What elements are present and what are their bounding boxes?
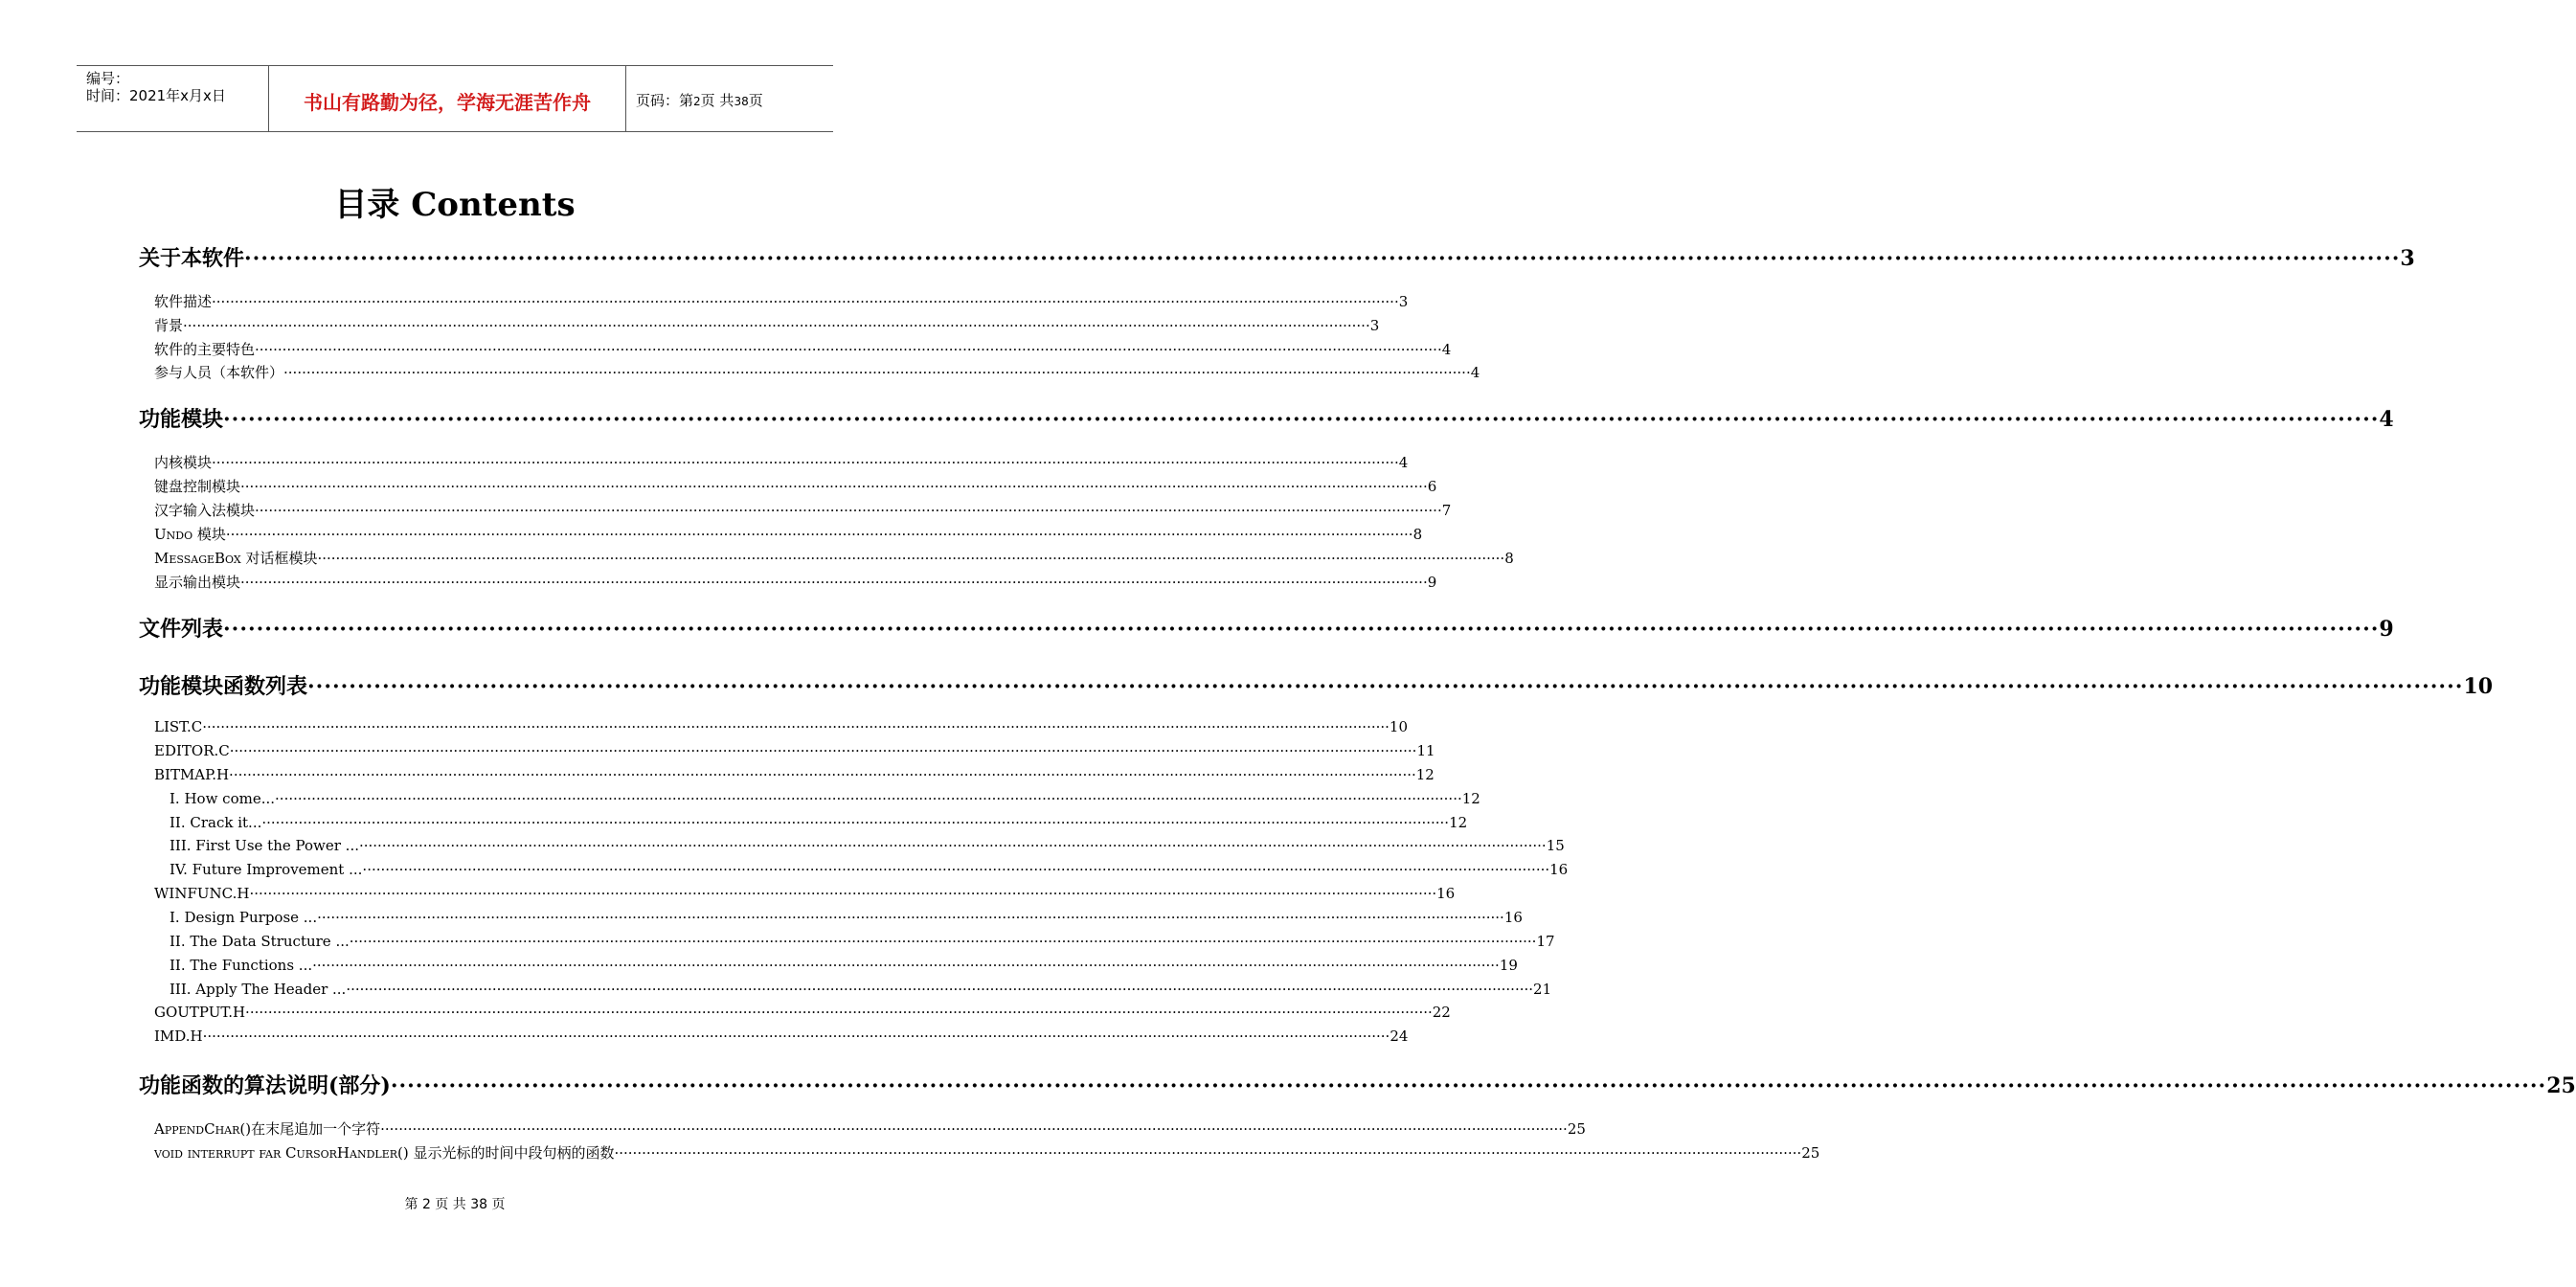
toc-entry-row[interactable] bbox=[169, 790, 1480, 807]
toc-dot-leader: ···································································································································································································································································· bbox=[317, 909, 1504, 926]
toc-entry-label: II. The Data Structure ... bbox=[169, 933, 350, 950]
toc-entry-row[interactable] bbox=[169, 933, 1555, 950]
toc-heading-row[interactable] bbox=[139, 613, 2394, 643]
toc-dot-leader: ···································································································································································································································································· bbox=[183, 317, 1370, 334]
toc-entry-label: IV. Future Improvement ... bbox=[169, 861, 363, 878]
toc-page-number: 12 bbox=[1449, 814, 1468, 831]
toc-page-number: 24 bbox=[1390, 1027, 1409, 1045]
header-page-cell bbox=[626, 66, 833, 131]
toc-dot-leader: ···································································································································································································································································· bbox=[614, 1144, 1802, 1162]
toc-entry-label: LIST.C bbox=[154, 718, 203, 735]
toc-entry-row[interactable] bbox=[154, 548, 1514, 568]
toc-heading-row[interactable] bbox=[139, 403, 2394, 433]
doc-code-label: 编号： bbox=[86, 70, 130, 87]
toc-page-number: 19 bbox=[1499, 957, 1518, 974]
toc-entry-row[interactable] bbox=[154, 500, 1452, 520]
toc-page-number: 8 bbox=[1504, 550, 1514, 567]
toc-entry-row[interactable] bbox=[154, 1142, 1820, 1163]
toc-entry-label: 功能模块 bbox=[139, 407, 224, 432]
toc-dot-leader: ···································································································································································································································································· bbox=[202, 1027, 1390, 1045]
toc-dot-leader: ···································································································································································································································································· bbox=[362, 861, 1550, 878]
toc-dot-leader: ···································································································································································································································································· bbox=[229, 742, 1417, 759]
toc-entry-row[interactable] bbox=[154, 885, 1456, 902]
page-mid-label: 页 共 bbox=[700, 92, 734, 109]
toc-entry-label: I. How come... bbox=[169, 790, 276, 807]
toc-dot-leader: ···································································································································································································································································· bbox=[223, 617, 2380, 642]
toc-page-number: 8 bbox=[1412, 526, 1423, 543]
toc-dot-leader: ···································································································································································································································································· bbox=[223, 407, 2380, 432]
toc-page-number: 3 bbox=[1398, 293, 1409, 310]
toc-entry-label: IMD.H bbox=[154, 1027, 203, 1045]
toc-dot-leader: ···································································································································································································································································· bbox=[255, 502, 1442, 519]
toc-page-number: 12 bbox=[1415, 766, 1435, 783]
toc-heading-row[interactable] bbox=[139, 670, 2494, 700]
toc-page-number: 16 bbox=[1436, 885, 1456, 902]
toc-entry-row[interactable] bbox=[154, 742, 1435, 759]
toc-page-number: 9 bbox=[1427, 574, 1437, 591]
toc-entry-label: 关于本软件 bbox=[139, 246, 245, 271]
toc-page-number: 16 bbox=[1503, 909, 1523, 926]
toc-entry-label: 软件描述 bbox=[154, 293, 213, 310]
toc-entry-row[interactable] bbox=[154, 1118, 1586, 1139]
toc-entry-row[interactable] bbox=[154, 362, 1480, 382]
toc-entry-label: 键盘控制模块 bbox=[154, 478, 241, 495]
toc-entry-label: I. Design Purpose ... bbox=[169, 909, 318, 926]
toc-page-number: 9 bbox=[2379, 617, 2394, 642]
toc-page-number: 25 bbox=[1567, 1120, 1586, 1138]
toc-dot-leader: ···································································································································································································································································· bbox=[202, 718, 1390, 735]
toc-entry-row[interactable] bbox=[154, 572, 1437, 592]
toc-entry-label: 功能函数的算法说明(部分) bbox=[139, 1073, 391, 1098]
toc-entry-label: 汉字输入法模块 bbox=[154, 502, 256, 519]
toc-entry-row[interactable] bbox=[154, 766, 1435, 783]
toc-dot-leader: ···································································································································································································································································· bbox=[312, 957, 1500, 974]
toc-page-number: 25 bbox=[2546, 1073, 2576, 1098]
toc-page-number: 25 bbox=[1801, 1144, 1820, 1162]
header-page-info bbox=[636, 90, 763, 110]
toc-page-number: 21 bbox=[1533, 981, 1552, 998]
toc-entry-row[interactable] bbox=[154, 1027, 1409, 1045]
toc-entry-row[interactable] bbox=[169, 909, 1523, 926]
toc-entry-row[interactable] bbox=[154, 476, 1437, 496]
toc-dot-leader: ···································································································································································································································································· bbox=[225, 526, 1413, 543]
page-end-label: 页 bbox=[748, 92, 763, 109]
toc-entry-row[interactable] bbox=[154, 339, 1452, 359]
toc-entry-label: 背景 bbox=[154, 317, 184, 334]
toc-entry-label: EDITOR.C bbox=[154, 742, 230, 759]
header-motto: 书山有路勤为径，学海无涯苦作舟 bbox=[304, 91, 591, 114]
toc-entry-label: WINFUNC.H bbox=[154, 885, 250, 902]
toc-page-number: 7 bbox=[1441, 502, 1452, 519]
toc-dot-leader: ···································································································································································································································································· bbox=[307, 674, 2464, 699]
toc-entry-row[interactable] bbox=[154, 1004, 1451, 1021]
toc-entry-label: II. Crack it... bbox=[169, 814, 262, 831]
toc-entry-label: GOUTPUT.H bbox=[154, 1004, 246, 1021]
toc-page-number: 4 bbox=[1441, 341, 1452, 358]
toc-entry-label: Undo 模块 bbox=[154, 526, 226, 543]
toc-page-number: 4 bbox=[1398, 454, 1409, 471]
toc-entry-label: 内核模块 bbox=[154, 454, 213, 471]
page-number: 2 bbox=[693, 95, 701, 108]
header-meta-cell bbox=[77, 66, 269, 131]
toc-dot-leader: ···································································································································································································································································· bbox=[244, 246, 2401, 271]
toc-dot-leader: ···································································································································································································································································· bbox=[249, 885, 1437, 902]
toc-dot-leader: ···································································································································································································································································· bbox=[212, 293, 1399, 310]
toc-dot-leader: ···································································································································································································································································· bbox=[349, 933, 1537, 950]
toc-entry-label: III. Apply The Header ... bbox=[169, 981, 347, 998]
toc-entry-row[interactable] bbox=[154, 291, 1409, 311]
toc-page-number: 6 bbox=[1427, 478, 1437, 495]
toc-page-number: 17 bbox=[1536, 933, 1555, 950]
toc-entry-label: III. First Use the Power ... bbox=[169, 837, 359, 854]
toc-entry-label: II. The Functions ... bbox=[169, 957, 313, 974]
toc-entry-row[interactable] bbox=[169, 981, 1552, 998]
toc-dot-leader: ···································································································································································································································································· bbox=[358, 837, 1547, 854]
toc-page-number: 4 bbox=[1470, 364, 1480, 381]
toc-heading-row[interactable] bbox=[139, 1070, 2576, 1099]
toc-entry-row[interactable] bbox=[154, 718, 1409, 735]
toc-page-number: 3 bbox=[2400, 246, 2415, 271]
toc-entry-label: BITMAP.H bbox=[154, 766, 230, 783]
toc-dot-leader: ···································································································································································································································································· bbox=[390, 1073, 2547, 1098]
toc-dot-leader: ···································································································································································································································································· bbox=[212, 454, 1399, 471]
toc-entry-label: 功能模块函数列表 bbox=[139, 674, 308, 699]
doc-time-label: 时间：2021年x月x日 bbox=[86, 87, 226, 104]
toc-page-number: 16 bbox=[1549, 861, 1569, 878]
page-total: 38 bbox=[734, 95, 749, 108]
toc-dot-leader: ···································································································································································································································································· bbox=[346, 981, 1534, 998]
header-table bbox=[77, 65, 833, 132]
toc-entry-row[interactable] bbox=[169, 957, 1518, 974]
toc-dot-leader: ···································································································································································································································································· bbox=[240, 478, 1428, 495]
toc-entry-row[interactable] bbox=[169, 837, 1565, 854]
page-footer: 第 2 页 共 38 页 bbox=[404, 1197, 506, 1212]
toc-entry-row[interactable] bbox=[154, 315, 1380, 335]
toc-dot-leader: ···································································································································································································································································· bbox=[245, 1004, 1433, 1021]
toc-dot-leader: ···································································································································································································································································· bbox=[275, 790, 1462, 807]
toc-entry-label: void interrupt far CursorHandler() 显示光标的时间中段句柄的函数 bbox=[154, 1144, 615, 1162]
toc-dot-leader: ···································································································································································································································································· bbox=[261, 814, 1450, 831]
toc-dot-leader: ···································································································································································································································································· bbox=[255, 341, 1442, 358]
toc-entry-label: 软件的主要特色 bbox=[154, 341, 256, 358]
toc-page-number: 15 bbox=[1546, 837, 1565, 854]
toc-page-number: 22 bbox=[1432, 1004, 1451, 1021]
toc-entry-row[interactable] bbox=[154, 524, 1423, 544]
toc-page-number: 10 bbox=[2463, 674, 2494, 699]
toc-dot-leader: ···································································································································································································································································· bbox=[229, 766, 1416, 783]
toc-entry-row[interactable] bbox=[169, 861, 1569, 878]
toc-entry-label: AppendChar()在末尾追加一个字符 bbox=[154, 1120, 381, 1138]
toc-page-number: 10 bbox=[1389, 718, 1409, 735]
header-motto-cell bbox=[269, 66, 626, 131]
toc-entry-row[interactable] bbox=[169, 814, 1468, 831]
toc-entry-label: 显示输出模块 bbox=[154, 574, 241, 591]
toc-page-number: 4 bbox=[2379, 407, 2394, 432]
toc-dot-leader: ···································································································································································································································································· bbox=[380, 1120, 1568, 1138]
toc-page-number: 3 bbox=[1369, 317, 1380, 334]
toc-page-number: 12 bbox=[1461, 790, 1480, 807]
toc-dot-leader: ···································································································································································································································································· bbox=[317, 550, 1505, 567]
page-title: 目录 Contents bbox=[334, 186, 576, 224]
toc-entry-label: MessageBox 对话框模块 bbox=[154, 550, 318, 567]
page-label: 页码：第 bbox=[636, 92, 694, 109]
toc-entry-row[interactable] bbox=[154, 452, 1409, 472]
toc-dot-leader: ···································································································································································································································································· bbox=[283, 364, 1471, 381]
toc-page-number: 11 bbox=[1416, 742, 1435, 759]
toc-entry-label: 参与人员（本软件） bbox=[154, 364, 284, 381]
toc-dot-leader: ···································································································································································································································································· bbox=[240, 574, 1428, 591]
toc-heading-row[interactable] bbox=[139, 242, 2415, 272]
toc-entry-label: 文件列表 bbox=[139, 617, 224, 642]
